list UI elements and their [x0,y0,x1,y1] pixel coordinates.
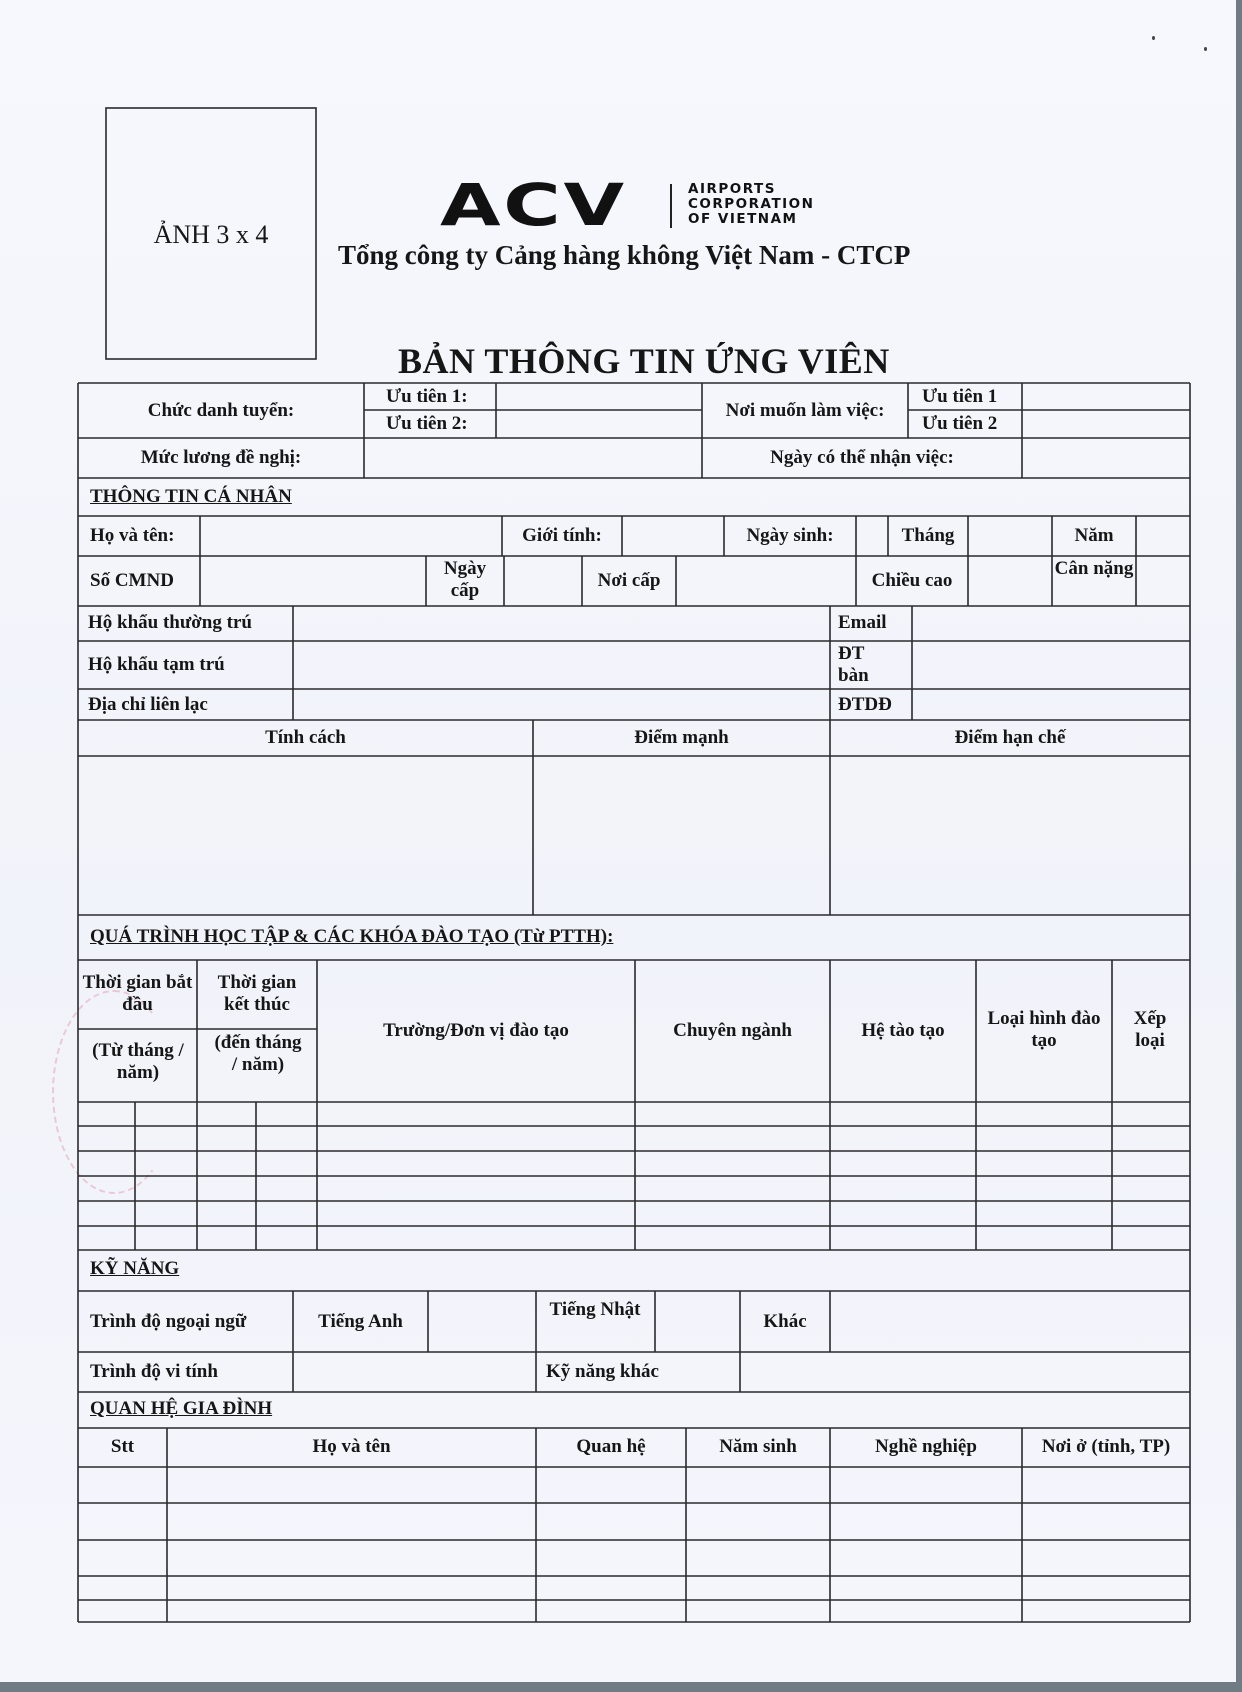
position-priority-1-field[interactable] [497,384,701,409]
form-title: BẢN THÔNG TIN ỨNG VIÊN [398,341,890,381]
japanese-level-field[interactable] [656,1292,739,1351]
location-label: Nơi muốn làm việc: [725,400,885,421]
family-cell-occupation[interactable] [831,1504,1021,1539]
email-label: Email [838,612,887,633]
position-priority-2-field[interactable] [497,411,701,437]
salary-label: Mức lương đề nghị: [140,447,302,468]
education-cell-type[interactable] [977,1127,1111,1150]
education-cell-system[interactable] [831,1103,975,1125]
family-cell-residence[interactable] [1023,1504,1189,1539]
skills-section-heading: KỸ NĂNG [90,1258,180,1279]
personality-label: Tính cách [265,727,346,748]
strengths-label: Điểm mạnh [634,727,729,748]
family-cell-stt[interactable] [79,1601,166,1621]
education-cell-start-month[interactable] [79,1152,134,1175]
education-cell-system[interactable] [831,1152,975,1175]
acv-logo-mark: ACV [440,171,627,239]
personal-section-heading: THÔNG TIN CÁ NHÂN [90,486,292,507]
landline-field[interactable] [913,642,1189,688]
contact-address-field[interactable] [294,690,829,719]
issue-place-field[interactable] [677,557,855,605]
education-cell-start-year[interactable] [136,1227,196,1249]
weight-field[interactable] [1137,557,1189,605]
family-col-occupation: Nghề nghiệp [875,1436,977,1457]
education-cell-system[interactable] [831,1127,975,1150]
education-cell-grade[interactable] [1113,1177,1189,1200]
family-section-heading: QUAN HỆ GIA ĐÌNH [90,1398,273,1419]
location-priority-1-label: Ưu tiên 1 [922,386,998,407]
education-cell-end-year[interactable] [257,1227,316,1249]
dob-month-field[interactable] [969,517,1051,555]
photo-placeholder-label: ẢNH 3 x 4 [153,220,269,249]
issue-place-label: Nơi cấp [597,570,661,591]
family-col-relation: Quan hệ [576,1436,646,1457]
education-cell-start-month[interactable] [79,1202,134,1225]
education-cell-grade[interactable] [1113,1103,1189,1125]
other-skills-label: Kỹ năng khác [546,1361,659,1382]
family-col-name: Họ và tên [312,1436,391,1457]
permanent-address-label: Hộ khẩu thường trú [88,612,252,633]
family-cell-stt[interactable] [79,1577,166,1599]
education-cell-major[interactable] [636,1202,829,1225]
edu-col-major: Chuyên ngành [673,1020,792,1041]
education-cell-major[interactable] [636,1152,829,1175]
issue-date-label: Ngày cấp [443,558,487,601]
permanent-address-field[interactable] [294,607,829,640]
dob-day-field[interactable] [857,517,887,555]
education-cell-type[interactable] [977,1103,1111,1125]
edu-col-start-time: Thời gian bắt đầu [82,972,193,1015]
strengths-field[interactable] [534,757,829,914]
other-language-field[interactable] [831,1292,1189,1351]
family-cell-stt[interactable] [79,1504,166,1539]
logo-tagline-line: OF VIETNAM [688,211,798,227]
id-number-field[interactable] [201,557,425,605]
start-date-field[interactable] [1023,439,1189,477]
family-cell-name[interactable] [168,1504,535,1539]
family-cell-birth-year[interactable] [687,1504,829,1539]
language-level-label: Trình độ ngoại ngữ [90,1311,247,1332]
education-cell-type[interactable] [977,1227,1111,1249]
family-cell-relation[interactable] [537,1541,685,1575]
education-cell-type[interactable] [977,1202,1111,1225]
english-label: Tiếng Anh [318,1311,403,1332]
family-cell-birth-year[interactable] [687,1541,829,1575]
edu-col-end-time: Thời gian kết thúc [217,972,297,1015]
education-cell-school[interactable] [318,1227,634,1249]
family-col-stt: Stt [110,1436,135,1457]
education-cell-grade[interactable] [1113,1152,1189,1175]
family-cell-occupation[interactable] [831,1468,1021,1502]
location-priority-1-field[interactable] [1023,384,1189,409]
family-cell-name[interactable] [168,1468,535,1502]
height-label: Chiều cao [871,570,953,591]
education-cell-end-month[interactable] [198,1227,255,1249]
logo-tagline-line: CORPORATION [688,196,815,212]
education-cell-end-year[interactable] [257,1103,316,1125]
location-priority-2-field[interactable] [1023,411,1189,437]
family-cell-relation[interactable] [537,1504,685,1539]
height-field[interactable] [969,557,1051,605]
edu-col-type: Loại hình đào tạo [987,1008,1101,1051]
position-priority-2-label: Ưu tiên 2: [386,413,468,434]
other-language-label: Khác [763,1311,807,1332]
mobile-label: ĐTDĐ [838,694,892,715]
edu-col-end-hint: (đến tháng / năm) [214,1032,302,1075]
education-cell-end-month[interactable] [198,1127,255,1150]
education-cell-start-month[interactable] [79,1227,134,1249]
family-cell-occupation[interactable] [831,1541,1021,1575]
edu-col-start-hint: (Từ tháng / năm) [92,1040,184,1083]
computer-level-label: Trình độ vi tính [90,1361,218,1382]
mobile-field[interactable] [913,690,1189,719]
start-date-label: Ngày có thể nhận việc: [770,447,954,468]
edu-col-school: Trường/Đơn vị đào tạo [383,1020,569,1041]
temporary-address-label: Hộ khẩu tạm trú [88,654,225,675]
family-cell-name[interactable] [168,1577,535,1599]
education-cell-major[interactable] [636,1227,829,1249]
computer-level-field[interactable] [294,1353,535,1391]
salary-field[interactable] [365,439,701,477]
english-level-field[interactable] [429,1292,535,1351]
education-cell-system[interactable] [831,1202,975,1225]
education-cell-end-year[interactable] [257,1152,316,1175]
other-skills-field[interactable] [741,1353,1189,1391]
education-cell-start-month[interactable] [79,1177,134,1200]
family-cell-stt[interactable] [79,1541,166,1575]
family-cell-stt[interactable] [79,1468,166,1502]
edu-col-grade: Xếp loại [1133,1008,1167,1051]
weight-label: Cân nặng [1054,558,1134,579]
personality-field[interactable] [79,757,532,914]
position-label: Chức danh tuyển: [147,400,295,421]
education-cell-end-year[interactable] [257,1202,316,1225]
education-cell-end-year[interactable] [257,1127,316,1150]
family-cell-birth-year[interactable] [687,1601,829,1621]
education-cell-start-year[interactable] [136,1127,196,1150]
email-field[interactable] [913,607,1189,640]
landline-label: ĐT bàn [838,643,869,686]
education-cell-system[interactable] [831,1177,975,1200]
family-cell-birth-year[interactable] [687,1577,829,1599]
education-cell-start-year[interactable] [136,1202,196,1225]
logo-divider [670,184,672,228]
full-name-label: Họ và tên: [90,525,175,546]
id-number-label: Số CMND [90,570,174,591]
family-cell-residence[interactable] [1023,1577,1189,1599]
education-cell-major[interactable] [636,1103,829,1125]
issue-date-field[interactable] [505,557,581,605]
education-cell-start-month[interactable] [79,1127,134,1150]
education-cell-grade[interactable] [1113,1227,1189,1249]
dob-year-label: Năm [1074,525,1114,546]
education-cell-end-month[interactable] [198,1202,255,1225]
education-cell-end-month[interactable] [198,1177,255,1200]
gender-field[interactable] [623,517,723,555]
logo-tagline [688,182,814,227]
education-cell-school[interactable] [318,1202,634,1225]
family-cell-relation[interactable] [537,1601,685,1621]
family-cell-relation[interactable] [537,1577,685,1599]
family-cell-name[interactable] [168,1601,535,1621]
family-col-residence: Nơi ở (tỉnh, TP) [1041,1436,1171,1457]
education-cell-school[interactable] [318,1127,634,1150]
logo-tagline-line: AIRPORTS [688,181,776,197]
education-cell-major[interactable] [636,1127,829,1150]
education-cell-end-month[interactable] [198,1103,255,1125]
family-cell-occupation[interactable] [831,1601,1021,1621]
family-cell-occupation[interactable] [831,1577,1021,1599]
education-cell-start-month[interactable] [79,1103,134,1125]
position-priority-1-label: Ưu tiên 1: [386,386,468,407]
family-cell-residence[interactable] [1023,1468,1189,1502]
temporary-address-field[interactable] [294,642,829,688]
education-cell-major[interactable] [636,1177,829,1200]
education-cell-type[interactable] [977,1152,1111,1175]
education-cell-start-year[interactable] [136,1152,196,1175]
dob-label: Ngày sinh: [746,525,834,546]
education-cell-start-year[interactable] [136,1177,196,1200]
weaknesses-label: Điểm hạn chế [954,727,1066,748]
education-cell-school[interactable] [318,1103,634,1125]
education-section-heading: QUÁ TRÌNH HỌC TẬP & CÁC KHÓA ĐÀO TẠO (Từ PTTH): [90,926,614,947]
company-name: Tổng công ty Cảng hàng không Việt Nam - CTCP [338,240,911,270]
contact-address-label: Địa chỉ liên lạc [88,694,208,715]
japanese-label: Tiếng Nhật [549,1299,641,1320]
gender-label: Giới tính: [522,525,602,546]
edu-col-system: Hệ tào tạo [861,1020,945,1041]
education-cell-end-month[interactable] [198,1152,255,1175]
family-cell-residence[interactable] [1023,1541,1189,1575]
education-cell-system[interactable] [831,1227,975,1249]
education-cell-end-year[interactable] [257,1177,316,1200]
education-cell-school[interactable] [318,1152,634,1175]
family-cell-birth-year[interactable] [687,1468,829,1502]
family-cell-residence[interactable] [1023,1601,1189,1621]
education-cell-school[interactable] [318,1177,634,1200]
location-priority-2-label: Ưu tiên 2 [922,413,998,434]
family-cell-name[interactable] [168,1541,535,1575]
education-cell-type[interactable] [977,1177,1111,1200]
full-name-field[interactable] [201,517,501,555]
education-cell-grade[interactable] [1113,1127,1189,1150]
family-cell-relation[interactable] [537,1468,685,1502]
family-col-birth-year: Năm sinh [719,1436,797,1457]
dob-month-label: Tháng [901,525,955,546]
education-cell-start-year[interactable] [136,1103,196,1125]
weaknesses-field[interactable] [831,757,1189,914]
education-cell-grade[interactable] [1113,1202,1189,1225]
dob-year-field[interactable] [1137,517,1189,555]
